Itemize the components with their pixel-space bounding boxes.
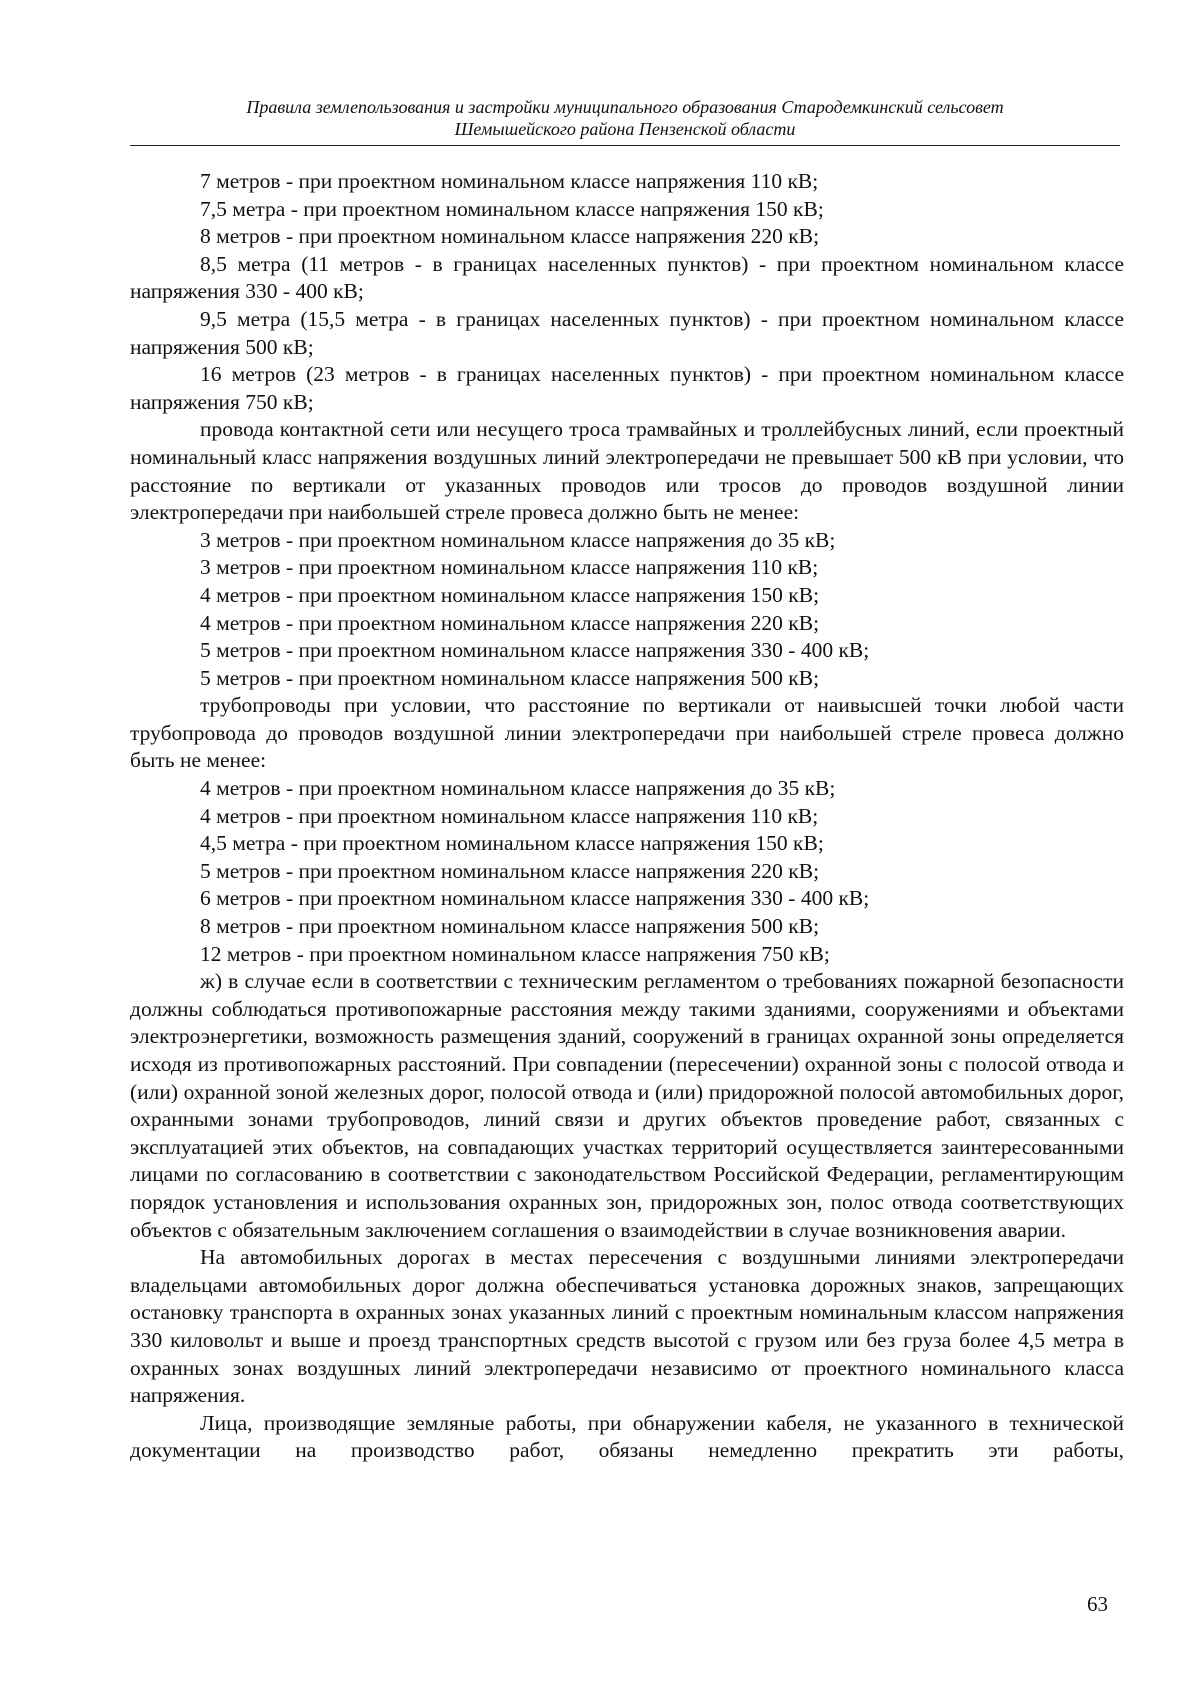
header-line-1: Правила землепользования и застройки муниципального образования Стародемкинский сельсовет xyxy=(246,97,1004,117)
paragraph: провода контактной сети или несущего троса трамвайных и троллейбусных линий, если проектный номинальный класс напряжения воздушных линий электропередачи не превышает 500 кВ при условии, что расстояние по вертикали от указанных проводов или тросов до проводов воздушной линии электропередачи при наибольшей стреле провеса должно быть не менее: xyxy=(130,417,1124,525)
paragraph: 5 метров - при проектном номинальном классе напряжения 500 кВ; xyxy=(200,665,820,690)
paragraph: 3 метров - при проектном номинальном классе напряжения до 35 кВ; xyxy=(200,527,836,552)
paragraph: 9,5 метра (15,5 метра - в границах населенных пунктов) - при проектном номинальном классе напряжения 500 кВ; xyxy=(130,306,1124,359)
paragraph: 5 метров - при проектном номинальном классе напряжения 330 - 400 кВ; xyxy=(200,638,870,663)
page-number: 63 xyxy=(1087,1592,1108,1616)
paragraph: 16 метров (23 метров - в границах населенных пунктов) - при проектном номинальном классе напряжения 750 кВ; xyxy=(130,362,1124,414)
running-header xyxy=(130,96,1120,140)
paragraph: 12 метров - при проектном номинальном классе напряжения 750 кВ; xyxy=(200,941,830,966)
paragraph: 4 метров - при проектном номинальном классе напряжения 150 кВ; xyxy=(200,582,820,607)
paragraph: 4,5 метра - при проектном номинальном классе напряжения 150 кВ; xyxy=(200,831,824,856)
paragraph: 8 метров - при проектном номинальном классе напряжения 220 кВ; xyxy=(200,224,820,249)
paragraph: 7,5 метра - при проектном номинальном классе напряжения 150 кВ; xyxy=(200,196,824,221)
paragraph: ж) в случае если в соответствии с техническим регламентом о требованиях пожарной безопасности должны соблюдаться противопожарные расстояния между такими зданиями, сооружениями и объектами электроэнергетики, возможность размещения зданий, сооружений в границах охранной зоны определяется исходя из противопожарных расстояний. При совпадении (пересечении) охранной зоны с полосой отвода и (или) охранной зоной железных дорог, полосой отвода и (или) придорожной полосой автомобильных дорог, охранными зонами трубопроводов, линий связи и других объектов проведение работ, связанных с эксплуатацией этих объектов, на совпадающих участках территорий осуществляется заинтересованными лицами по согласованию в соответствии с законодательством Российской Федерации, регламентирующим порядок установления и использования охранных зон, придорожных зон, полос отвода соответствующих объектов с обязательным заключением соглашения о взаимодействии в случае возникновения аварии. xyxy=(130,969,1124,1242)
header-line-2: Шемышейского района Пензенской области xyxy=(454,119,796,139)
paragraph: 4 метров - при проектном номинальном классе напряжения 220 кВ; xyxy=(200,610,820,635)
paragraph: 5 метров - при проектном номинальном классе напряжения 220 кВ; xyxy=(200,858,820,883)
paragraph: 8 метров - при проектном номинальном классе напряжения 500 кВ; xyxy=(200,914,820,939)
page-body xyxy=(130,168,1124,1465)
header-divider xyxy=(130,145,1120,146)
paragraph: 6 метров - при проектном номинальном классе напряжения 330 - 400 кВ; xyxy=(200,886,870,911)
paragraph: 7 метров - при проектном номинальном классе напряжения 110 кВ; xyxy=(200,169,819,193)
paragraph: На автомобильных дорогах в местах пересечения с воздушными линиями электропередачи владельцами автомобильных дорог должна обеспечиваться установка дорожных знаков, запрещающих остановку транспорта в охранных зонах указанных линий с проектным номинальным классом напряжения 330 киловольт и выше и проезд транспортных средств высотой с грузом или без груза более 4,5 метра в охранных зонах воздушных линий электропередачи независимо от проектного номинального класса напряжения. xyxy=(130,1245,1124,1408)
paragraph: 8,5 метра (11 метров - в границах населенных пунктов) - при проектном номинальном классе напряжения 330 - 400 кВ; xyxy=(130,251,1124,304)
paragraph: 4 метров - при проектном номинальном классе напряжения до 35 кВ; xyxy=(200,776,836,801)
paragraph: трубопроводы при условии, что расстояние по вертикали от наивысшей точки любой части трубопровода до проводов воздушной линии электропередачи при наибольшей стреле провеса должно быть не менее: xyxy=(130,693,1124,773)
paragraph: Лица, производящие земляные работы, при обнаружении кабеля, не указанного в технической документации на производство работ, обязаны немедленно прекратить эти работы, xyxy=(130,1410,1124,1463)
paragraph: 3 метров - при проектном номинальном классе напряжения 110 кВ; xyxy=(200,555,819,580)
paragraph: 4 метров - при проектном номинальном классе напряжения 110 кВ; xyxy=(200,803,819,828)
